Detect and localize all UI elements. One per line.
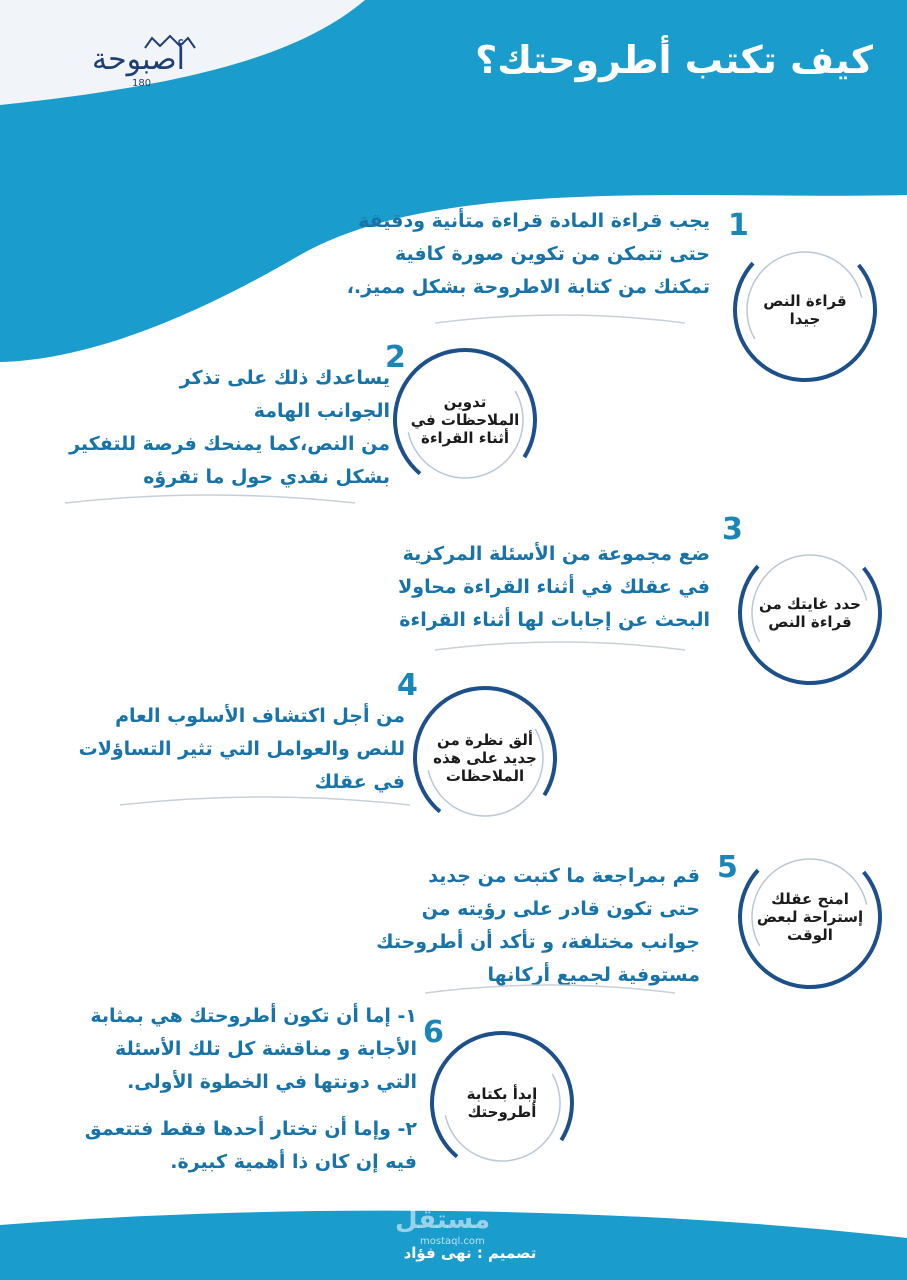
description-line: البحث عن إجابات لها أثناء القراءة [399, 609, 710, 631]
step-circle-1 [730, 235, 880, 385]
step-circle-2 [390, 345, 540, 495]
description-line: للنص والعوامل التي تثير التساؤلات [78, 738, 405, 760]
description-line: من النص،كما يمنحك فرصة للتفكير [69, 433, 390, 455]
step-description-1 [270, 205, 710, 304]
description-line: ٢- وإما أن تختار أحدها فقط فتتعمق [84, 1118, 417, 1140]
description-line: من أجل اكتشاف الأسلوب العام [115, 705, 405, 727]
step-label-6: إبدأ بكتابة أطروحتك [466, 1085, 538, 1121]
step-number-2: 2 [385, 340, 406, 375]
divider-swoosh [115, 787, 415, 812]
divider-swoosh [430, 305, 690, 330]
description-line: ١- إما أن تكون أطروحتك هي بمثابة [90, 1005, 417, 1027]
description-line: في عقلك [314, 771, 405, 793]
step-description-2 [5, 362, 390, 494]
step-label-5: امنح عقلك إستراحة لبعض الوقت [756, 890, 864, 944]
step-label-4: ألق نظرة من جديد على هذه الملاحظات [433, 731, 537, 785]
step-circle-6 [427, 1028, 577, 1178]
step-number-3: 3 [722, 512, 743, 547]
description-line: التي دونتها في الخطوة الأولى. [127, 1071, 417, 1093]
page-title: كيف تكتب أطروحتك؟ [475, 38, 873, 82]
watermark: مستقل [395, 1205, 491, 1235]
description-line [5, 1099, 417, 1113]
step-circle-5 [735, 842, 885, 992]
step-number-4: 4 [397, 668, 418, 703]
description-line: حتى تكون قادر على رؤيته من [421, 898, 700, 920]
description-line: الجوانب الهامة [253, 400, 390, 422]
step-description-6 [5, 1000, 417, 1179]
description-line: مستوفية لجميع أركانها [487, 964, 700, 986]
step-description-5 [280, 860, 700, 992]
logo-text: أصبوحة [92, 42, 185, 77]
step-number-1: 1 [728, 208, 749, 243]
step-circle-3 [735, 538, 885, 688]
step-label-1: قراءة النص جيدا [763, 292, 847, 328]
logo-number: 180 [132, 78, 152, 89]
description-line: قم بمراجعة ما كتبت من جديد [428, 865, 700, 887]
step-description-4 [5, 700, 405, 799]
step-label-3: حدد غايتك من قراءة النص [758, 595, 861, 631]
description-line: جوانب مختلفة، و تأكد أن أطروحتك [376, 931, 700, 953]
divider-swoosh [60, 485, 360, 510]
description-line: الأجابة و مناقشة كل تلك الأسئلة [115, 1038, 417, 1060]
step-label-2: تدوين الملاحظات في أثناء القراءة [410, 393, 520, 447]
step-number-5: 5 [717, 850, 738, 885]
step-circle-4 [410, 683, 560, 833]
description-line: يجب قراءة المادة قراءة متأنية ودقيقة [358, 210, 710, 232]
step-description-3 [280, 538, 710, 637]
description-line: ضع مجموعة من الأسئلة المركزية [402, 543, 710, 565]
designer-credit: تصميم : نهى فؤاد [403, 1244, 537, 1262]
description-line: فيه إن كان ذا أهمية كبيرة. [170, 1151, 417, 1173]
divider-swoosh [430, 632, 690, 657]
description-line: في عقلك في أثناء القراءة محاولا [398, 576, 710, 598]
description-line: تمكنك من كتابة الاطروحة بشكل مميز.، [346, 276, 710, 298]
watermark-url: mostaql.com [420, 1236, 485, 1247]
logo [92, 38, 242, 93]
description-line: حتى تتمكن من تكوين صورة كافية [394, 243, 710, 265]
description-line: يساعدك ذلك على تذكر [179, 367, 390, 389]
description-line: بشكل نقدي حول ما تقرؤه [143, 466, 390, 488]
step-number-6: 6 [423, 1015, 444, 1050]
divider-swoosh [420, 975, 680, 1000]
